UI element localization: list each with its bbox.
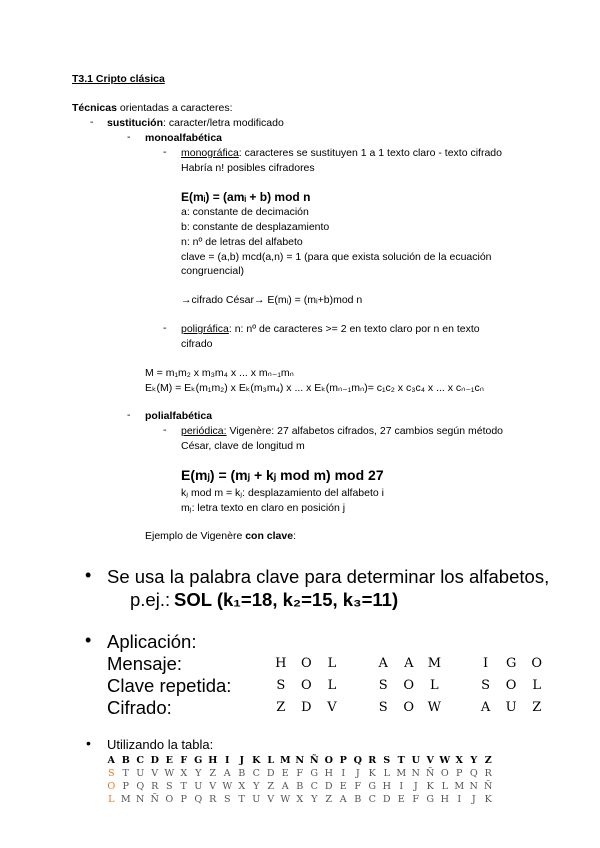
table-cell: F [412,794,420,805]
letter-cell: S [481,678,490,693]
table-cell: E [397,794,405,805]
table-cell: C [310,781,318,792]
table-cell: C [252,768,260,779]
table-cell: W [280,794,291,805]
table-cell: S [165,781,173,792]
letter-cell: A [404,656,414,671]
table-cell: Q [353,755,362,766]
row-label-clave: Clave repetida: [107,675,232,696]
monografica-line2: Habría n! posibles cifradores [181,162,315,174]
table-cell: G [194,755,203,766]
vigenere-table [104,754,496,806]
table-cell: S [107,768,115,779]
table-cell: T [238,794,245,805]
table-cell: W [164,768,175,779]
table-cell: M [120,794,131,805]
table-cell: B [121,755,130,766]
table-cell: V [209,781,217,792]
table-cell: Y [311,794,318,805]
table-cell: O [440,768,449,779]
poli-heading: polialfabética [145,410,213,422]
table-cell: J [471,794,476,805]
table-cell: Y [195,768,202,779]
table-cell: Ñ [309,755,319,766]
table-cell: E [281,768,289,779]
table-cell: P [180,794,187,805]
poligrafica-line2: cifrado [181,338,213,350]
bullet-dot: • [86,735,91,751]
periodica-line2: César, clave de longitud m [181,440,305,452]
dash-marker: - [163,146,167,158]
table-cell: M [396,768,407,779]
letter-cell: Z [276,700,286,715]
dash-marker: - [163,424,167,436]
table-cell: V [151,768,159,779]
monografica-line1: : caracteres se sustituyen 1 a 1 texto claro - texto cifrado [238,147,502,159]
table-cell: E [339,781,347,792]
table-cell: B [238,768,246,779]
table-cell: V [426,755,434,766]
formula-vigenere: E(mⱼ) = (mⱼ + kⱼ mod m) mod 27 [181,467,384,483]
table-cell: G [426,794,435,805]
table-cell: L [383,768,390,779]
table-cell: D [382,794,391,805]
table-cell: Y [470,755,478,766]
letter-cell: O [531,656,543,671]
table-cell: Q [136,781,145,792]
slide-bullet3: Utilizando la tabla: [107,737,214,752]
table-cell: C [368,794,376,805]
periodica-label: periódica: [181,425,227,437]
sustitucion-rest: : caracter/letra modificado [163,117,284,129]
table-cell: S [383,755,391,766]
table-cell: F [180,755,188,766]
table-cell: A [339,794,347,805]
table-cell: L [267,755,275,766]
table-cell: N [469,781,478,792]
table-cell: D [266,768,275,779]
table-cell: J [413,781,418,792]
table-cell: H [324,768,333,779]
slide-bullet2: Aplicación: [107,631,197,652]
table-cell: R [368,755,377,766]
letter-cell: L [327,678,337,693]
table-cell: G [368,781,377,792]
row-letters-mensaje [268,656,550,671]
table-cell: P [122,781,129,792]
monografica-label: monográfica [181,147,239,159]
table-cell: N [136,794,145,805]
def-b: b: constante de desplazamiento [181,221,330,233]
table-cell: V [267,794,275,805]
letter-cell: S [378,700,388,715]
table-cell: K [426,781,434,792]
table-cell: U [194,781,203,792]
table-cell: K [484,794,492,805]
table-cell: K [252,755,261,766]
table-cell: H [382,781,391,792]
table-cell: Y [253,781,260,792]
intro-rest: orientadas a caracteres: [116,102,233,114]
letter-cell: H [275,656,287,671]
letter-cell [345,656,371,671]
table-header-row [104,754,496,767]
table-cell: N [295,755,305,766]
ejemplo-line [145,529,296,544]
table-cell: I [457,794,462,805]
letter-cell [447,678,473,693]
table-cell: L [441,781,448,792]
table-cell: E [165,755,173,766]
table-cell: L [108,794,115,805]
letter-cell: A [378,656,388,671]
sustitucion-line [107,116,284,131]
def-a: a: constante de decimación [181,206,309,218]
table-cell: U [411,755,420,766]
table-cell: F [354,781,362,792]
table-cell: Z [267,781,275,792]
cesar-line: →cifrado César→ E(mᵢ) = (mᵢ+b)mod n [181,294,363,306]
table-cell: O [165,794,174,805]
equation-m: M = m₁m₂ x m₃m₄ x ... x mₙ₋₁mₙ [145,367,294,379]
table-row [104,767,496,780]
table-cell: X [296,794,304,805]
table-cell: T [397,755,405,766]
periodica-line1: Vigenère: 27 alfabetos cifrados, 27 cambios según método [226,425,504,437]
dash-marker: - [163,322,167,334]
letter-cell: O [301,678,312,693]
letter-cell: O [505,678,517,693]
table-cell: P [339,755,347,766]
monografica-line [181,146,502,161]
table-cell: B [296,781,304,792]
table-cell: W [222,781,233,792]
letter-cell: L [327,656,337,671]
table-cell: O [107,781,116,792]
table-cell: J [355,768,360,779]
table-cell: O [324,755,333,766]
letter-cell [345,700,371,715]
table-cell: T [180,781,187,792]
poligrafica-line [181,322,480,337]
table-cell: W [439,755,451,766]
equation-e: Eₖ(M) = Eₖ(m₁m₂) x Eₖ(m₃m₄) x ... x Eₖ(mₙ₋₁mₙ)= c₁c₂ x c₃c₄ x ... x cₙ₋₁cₙ [145,382,484,394]
table-row [104,793,496,806]
dash-marker: - [127,131,131,143]
table-cell: S [223,794,231,805]
letter-cell: M [427,656,442,671]
slide-bullet1-prefix: p.ej.: [130,589,171,610]
letter-cell: Z [532,700,542,715]
table-cell: U [252,794,261,805]
letter-cell: O [403,700,415,715]
letter-cell: O [301,656,312,671]
table-cell: G [310,768,319,779]
poligrafica-label: poligráfica [181,323,229,335]
dash-marker: - [127,409,131,421]
table-cell: Ñ [426,768,435,779]
slide-bullet1: Se usa la palabra clave para determinar los alfabetos, [107,566,550,587]
dash-marker: - [90,116,94,128]
def-n: n: nº de letras del alfabeto [181,236,303,248]
page-title: T3.1 Cripto clásica [72,73,165,85]
row-letters-clave [268,678,550,693]
letter-cell: L [430,678,439,693]
table-cell: Ñ [150,794,159,805]
letter-cell: I [482,656,489,671]
k-definition: kⱼ mod m = kⱼ: desplazamiento del alfabeto i [181,487,384,499]
table-cell: I [225,755,230,766]
table-row [104,780,496,793]
poligrafica-line1: : n: nº de caracteres >= 2 en texto claro por n en texto [228,323,480,335]
letter-cell [447,700,473,715]
row-letters-cifrado [268,700,550,715]
intro-line [72,101,233,116]
formula-affine: E(mᵢ) = (amᵢ + b) mod n [181,190,311,204]
table-cell: N [411,768,420,779]
bullet-dot: • [85,630,92,650]
slide-bullet1-key: SOL (k₁=18, k₂=15, k₃=11) [174,589,399,610]
table-cell: U [136,768,145,779]
m-definition: mⱼ: letra texto en claro en posición j [181,502,346,514]
ejemplo-text: Ejemplo de Vigenère [145,530,246,542]
table-cell: R [151,781,159,792]
table-cell: R [484,768,492,779]
periodica-line [181,424,503,439]
bullet-dot: • [85,565,92,585]
intro-bold: Técnicas [72,102,117,114]
table-cell: F [296,768,304,779]
letter-cell: G [505,656,517,671]
def-clave: clave = (a,b) mcd(a,n) = 1 (para que exista solución de la ecuación [181,251,492,263]
table-cell: M [454,781,465,792]
table-cell: X [455,755,463,766]
table-cell: X [180,768,188,779]
table-cell: Ñ [484,781,493,792]
table-cell: I [399,781,404,792]
def-clave-cont: congruencial) [181,265,245,277]
table-cell: T [122,768,129,779]
table-cell: Z [209,768,217,779]
sustitucion-bold: sustitución [107,117,164,129]
table-cell: H [440,794,449,805]
letter-cell [345,678,371,693]
table-cell: R [209,794,217,805]
letter-cell: L [532,678,542,693]
table-cell: K [368,768,376,779]
table-cell: Q [194,794,203,805]
letter-cell: S [378,678,388,693]
letter-cell: D [301,700,312,715]
table-cell: A [223,768,231,779]
table-cell: C [136,755,145,766]
mono-heading: monoalfabética [145,132,223,144]
letter-cell: O [403,678,415,693]
table-cell: Q [469,768,478,779]
ejemplo-end: : [293,530,297,542]
table-cell: Z [484,755,492,766]
table-cell: X [238,781,246,792]
table-cell: M [279,755,291,766]
ejemplo-bold: con clave [245,530,294,542]
letter-cell: U [505,700,517,715]
table-cell: Z [325,794,333,805]
table-cell: A [107,755,115,766]
table-cell: B [354,794,362,805]
letter-cell: S [276,678,286,693]
row-label-cifrado: Cifrado: [107,697,172,718]
letter-cell: V [327,700,337,715]
row-label-mensaje: Mensaje: [107,653,183,674]
table-cell: P [456,768,463,779]
table-cell: A [281,781,289,792]
table-cell: H [208,755,218,766]
letter-cell: A [480,700,491,715]
table-cell: D [324,781,333,792]
table-cell: J [239,755,245,766]
letter-cell: W [427,700,442,715]
letter-cell [447,656,473,671]
table-cell: D [150,755,159,766]
table-cell: I [341,768,346,779]
